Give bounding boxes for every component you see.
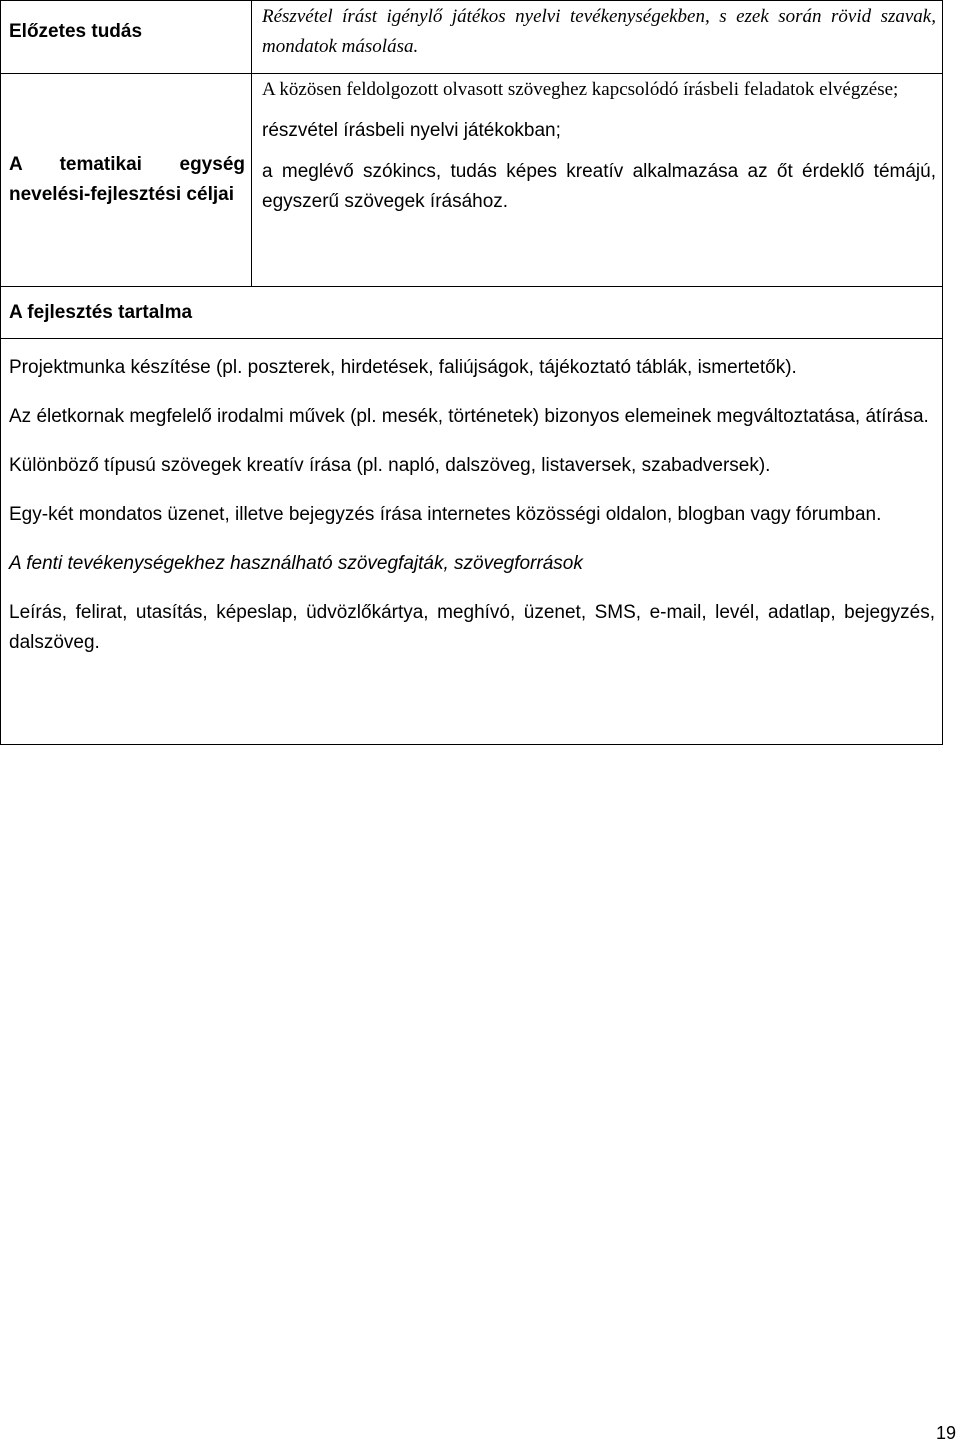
development-paragraph: Az életkornak megfelelő irodalmi művek (pl. mesék, történetek) bizonyos elemeinek megváltoztatása, átírása. [9,406,929,427]
development-paragraph: Különböző típusú szövegek kreatív írása (pl. napló, dalszöveg, listaversek, szabadversek). [9,455,771,476]
page-number: 19 [935,1423,956,1443]
development-content-header-row [1,287,943,339]
prior-knowledge-label: Előzetes tudás [1,1,252,74]
goals-row [1,74,943,287]
goals-label: A tematikai egység nevelési-fejlesztési céljai [1,74,252,287]
development-paragraph: Egy-két mondatos üzenet, illetve bejegyzés írása internetes közösségi oldalon, blogban vagy fórumban. [9,504,882,525]
development-paragraph: Projektmunka készítése (pl. poszterek, hirdetések, faliújságok, tájékoztató táblák, ismertetők). [9,357,797,378]
development-content-cell [1,339,943,745]
development-content-row [1,339,943,745]
goals-cell [252,74,943,287]
prior-knowledge-cell [252,1,943,74]
prior-knowledge-text: Részvétel írást igénylő játékos nyelvi tevékenységekben, s ezek során rövid szavak, mondatok másolása. [262,6,936,57]
text-types-list: Leírás, felirat, utasítás, képeslap, üdvözlőkártya, meghívó, üzenet, SMS, e-mail, levél, adatlap, bejegyzés, dalszöveg. [9,602,935,653]
text-types-heading: A fenti tevékenységekhez használható szövegfajták, szövegforrások [9,553,583,574]
development-content-label: A fejlesztés tartalma [1,287,943,339]
goals-paragraph: a meglévő szókincs, tudás képes kreatív alkalmazása az őt érdeklő témájú, egyszerű szövegek írásához. [262,161,936,212]
prior-knowledge-row [1,1,943,74]
goals-paragraph: A közösen feldolgozott olvasott szöveghez kapcsolódó írásbeli feladatok elvégzése; [262,79,899,100]
goals-paragraph: részvétel írásbeli nyelvi játékokban; [262,120,561,141]
